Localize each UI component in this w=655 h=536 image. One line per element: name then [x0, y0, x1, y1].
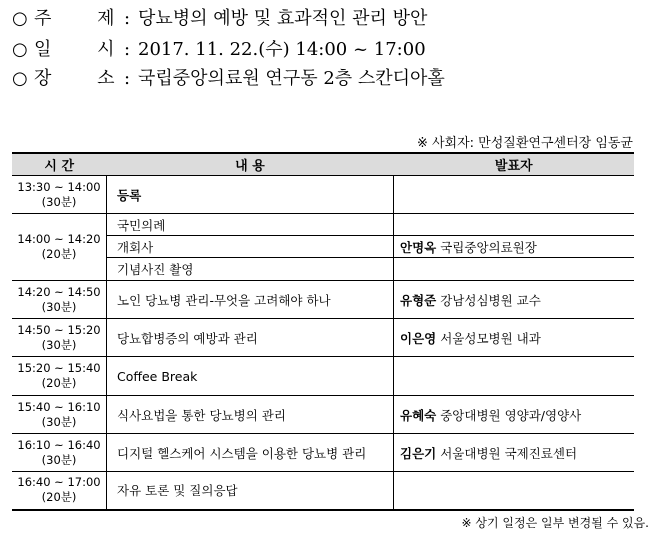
table-row — [12, 472, 634, 510]
info-colon: : — [124, 68, 131, 89]
footnote: ※ 상기 일정은 일부 변경될 수 있음. — [461, 516, 649, 530]
speaker-org: 서울성모병원 내과 — [440, 330, 541, 346]
header-time: 시 간 — [12, 153, 107, 176]
time-cell: 15:20 ~ 15:40 (20분) — [12, 357, 107, 396]
content-cell: 당뇨합병증의 예방과 관리 — [107, 319, 394, 357]
content-cell: 기념사진 촬영 — [107, 258, 394, 281]
speaker-cell — [394, 258, 635, 281]
info-topic — [12, 8, 427, 30]
speaker-cell — [394, 319, 635, 357]
speaker-cell — [394, 472, 635, 510]
speaker-name: 김은기 — [400, 445, 437, 461]
info-value: 2017. 11. 22.(수) 14:00 ~ 17:00 — [138, 39, 426, 60]
speaker-cell — [394, 396, 635, 434]
content-cell: 개회사 — [107, 236, 394, 258]
speaker-cell — [394, 214, 635, 236]
content-cell: 노인 당뇨병 관리-무엇을 고려해야 하나 — [107, 281, 394, 319]
time-cell: 14:20 ~ 14:50 (30분) — [12, 281, 107, 319]
speaker-cell — [394, 434, 635, 472]
info-value: 국립중앙의료원 연구동 2층 스칸디아홀 — [138, 68, 445, 89]
content-cell: Coffee Break — [107, 357, 394, 396]
speaker-org: 중앙대병원 영양과/영양사 — [440, 407, 582, 423]
header-content: 내 용 — [107, 153, 394, 176]
speaker-name: 안명옥 — [400, 239, 437, 255]
circle-bullet-icon: ○ — [12, 8, 28, 29]
info-label: 주 제 — [34, 8, 115, 29]
time-cell: 16:10 ~ 16:40 (30분) — [12, 434, 107, 472]
table-row — [12, 214, 634, 236]
circle-bullet-icon: ○ — [12, 39, 28, 60]
time-cell: 14:00 ~ 14:20 (20분) — [12, 214, 107, 281]
info-colon: : — [124, 39, 131, 60]
speaker-cell — [394, 357, 635, 396]
table-row — [12, 434, 634, 472]
content-cell: 국민의례 — [107, 214, 394, 236]
speaker-cell — [394, 236, 635, 258]
table-header-row — [12, 153, 634, 176]
moderator-note: ※ 사회자: 만성질환연구센터장 임동균 — [416, 136, 633, 151]
schedule-table — [12, 152, 634, 511]
speaker-cell — [394, 176, 635, 214]
speaker-name: 유혜숙 — [400, 407, 437, 423]
table-row — [12, 281, 634, 319]
content-cell: 등록 — [107, 176, 394, 214]
speaker-org: 강남성심병원 교수 — [440, 292, 541, 308]
content-cell: 식사요법을 통한 당뇨병의 관리 — [107, 396, 394, 434]
content-cell: 디지털 헬스케어 시스템을 이용한 당뇨병 관리 — [107, 434, 394, 472]
info-value: 당뇨병의 예방 및 효과적인 관리 방안 — [138, 8, 428, 29]
info-label: 장 소 — [34, 68, 115, 89]
speaker-cell — [394, 281, 635, 319]
header-speaker: 발표자 — [394, 153, 635, 176]
speaker-name: 유형준 — [400, 292, 437, 308]
info-datetime — [12, 39, 426, 61]
time-cell: 13:30 ~ 14:00 (30분) — [12, 176, 107, 214]
speaker-org: 서울대병원 국제진료센터 — [440, 445, 578, 461]
speaker-org: 국립중앙의료원장 — [440, 239, 537, 255]
table-row — [12, 396, 634, 434]
time-cell: 16:40 ~ 17:00 (20분) — [12, 472, 107, 510]
table-row — [12, 357, 634, 396]
content-cell: 자유 토론 및 질의응답 — [107, 472, 394, 510]
speaker-name: 이은영 — [400, 330, 437, 346]
circle-bullet-icon: ○ — [12, 68, 28, 89]
time-cell: 15:40 ~ 16:10 (30분) — [12, 396, 107, 434]
table-row — [12, 319, 634, 357]
info-place — [12, 68, 445, 90]
table-row — [12, 176, 634, 214]
info-colon: : — [124, 8, 131, 29]
info-label: 일 시 — [34, 39, 115, 60]
time-cell: 14:50 ~ 15:20 (30분) — [12, 319, 107, 357]
